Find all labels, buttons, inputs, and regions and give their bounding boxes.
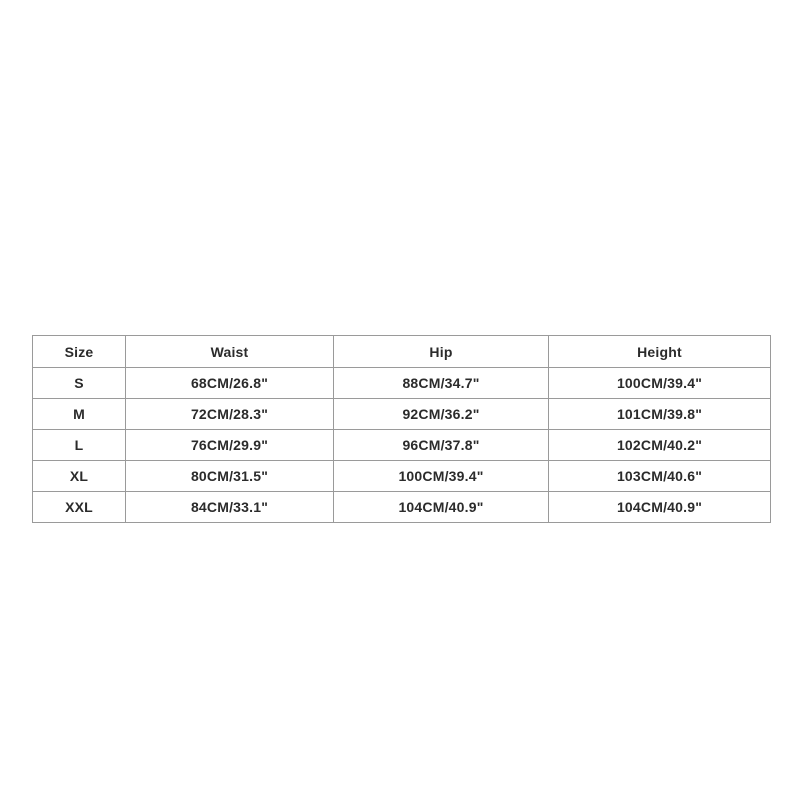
height-cell: 100CM/39.4" — [549, 368, 771, 399]
size-cell: XL — [33, 461, 126, 492]
waist-cell: 68CM/26.8" — [126, 368, 334, 399]
column-header-height: Height — [549, 336, 771, 368]
table-row — [33, 492, 771, 523]
header-row — [33, 336, 771, 368]
height-cell: 101CM/39.8" — [549, 399, 771, 430]
size-cell: L — [33, 430, 126, 461]
hip-cell: 104CM/40.9" — [334, 492, 549, 523]
hip-cell: 92CM/36.2" — [334, 399, 549, 430]
size-cell: XXL — [33, 492, 126, 523]
column-header-hip: Hip — [334, 336, 549, 368]
size-chart-table — [32, 335, 771, 523]
size-cell: S — [33, 368, 126, 399]
hip-cell: 88CM/34.7" — [334, 368, 549, 399]
column-header-waist: Waist — [126, 336, 334, 368]
size-cell: M — [33, 399, 126, 430]
height-cell: 103CM/40.6" — [549, 461, 771, 492]
waist-cell: 80CM/31.5" — [126, 461, 334, 492]
table-row — [33, 368, 771, 399]
table-row — [33, 430, 771, 461]
hip-cell: 96CM/37.8" — [334, 430, 549, 461]
waist-cell: 84CM/33.1" — [126, 492, 334, 523]
column-header-size: Size — [33, 336, 126, 368]
height-cell: 104CM/40.9" — [549, 492, 771, 523]
waist-cell: 76CM/29.9" — [126, 430, 334, 461]
waist-cell: 72CM/28.3" — [126, 399, 334, 430]
table-row — [33, 461, 771, 492]
table-row — [33, 399, 771, 430]
height-cell: 102CM/40.2" — [549, 430, 771, 461]
hip-cell: 100CM/39.4" — [334, 461, 549, 492]
